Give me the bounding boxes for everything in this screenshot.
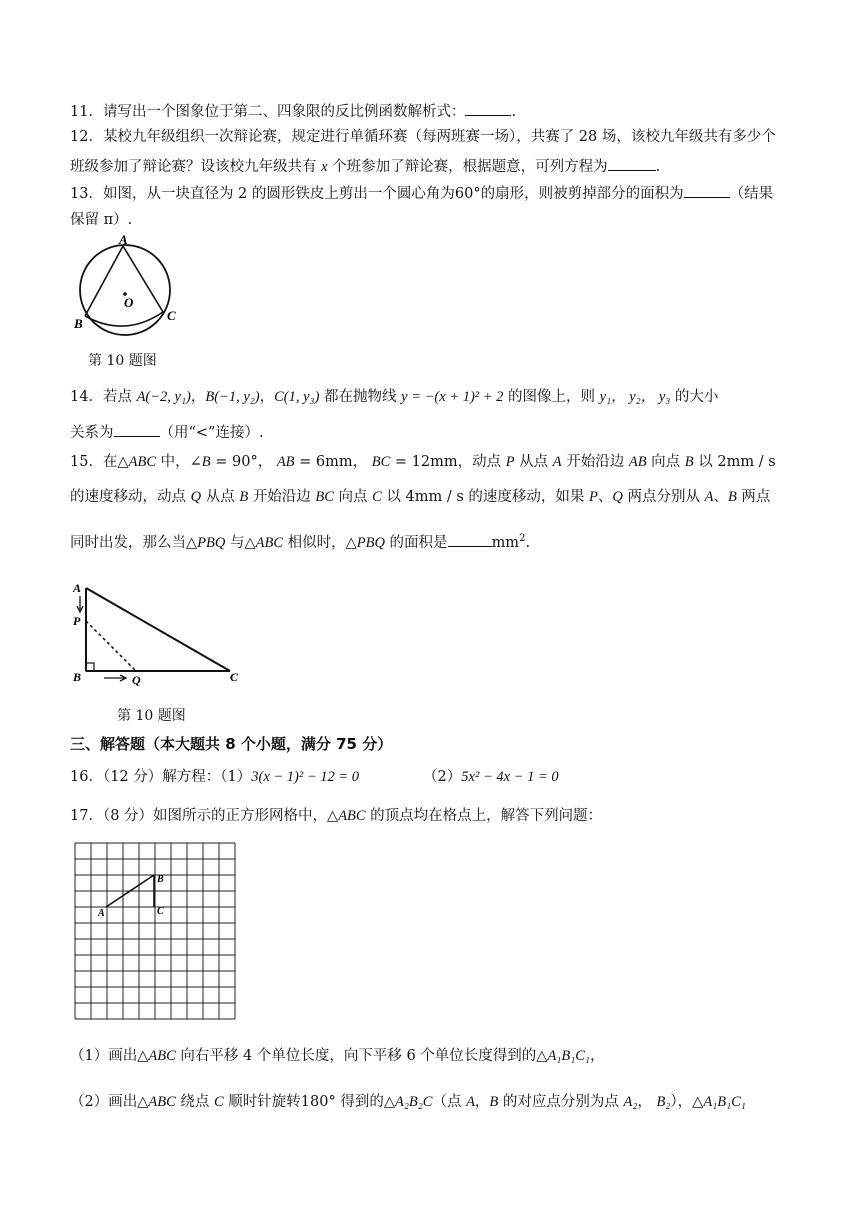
q17-p2-a2b2c: A₂B₂C	[394, 1094, 433, 1110]
q17-p2-t1: （2）画出△	[70, 1094, 149, 1110]
triangle-label-a: A	[73, 581, 82, 595]
q17-p1-abc: ABC	[148, 1048, 176, 1064]
q15-t18: 两点	[736, 489, 771, 505]
triangle-label-q: Q	[132, 673, 141, 687]
q17-p2-t8: ，	[637, 1094, 657, 1110]
square-grid-figure	[74, 838, 240, 1024]
q17-p1-t1: （1）画出△	[70, 1048, 149, 1064]
triangle-label-p: P	[73, 614, 81, 628]
circle-outline	[80, 245, 170, 335]
q16-part2: （2）	[423, 769, 462, 785]
q15-t22: 的面积是	[384, 535, 448, 551]
q15-bc: BC	[371, 454, 391, 470]
q15-t16: 两点分别从	[622, 489, 705, 505]
q14-vars: y₁， y₂， y₃	[599, 389, 671, 405]
q15-a-2: A	[704, 489, 714, 505]
q11-end: .	[511, 104, 517, 120]
q17-p2-a: A	[466, 1094, 475, 1110]
q15-abc: ABC	[128, 454, 156, 470]
q15-end: .	[525, 535, 531, 551]
question-17-part2	[70, 1092, 746, 1112]
q15-t9: 以 2mm / s	[693, 454, 776, 470]
q15-pbq-2: PBQ	[356, 535, 385, 551]
grid-lines	[75, 843, 235, 1019]
q17-p1-a1b1c1: A₁B₁C₁	[547, 1048, 590, 1064]
q13-line1c: （结果	[729, 186, 774, 202]
triangle-figure-caption: 第 10 题图	[117, 708, 186, 724]
q17-p2-t3: 顺时针旋转	[223, 1094, 301, 1110]
q16-equation-1: 3(x − 1)² − 12 = 0	[251, 769, 360, 785]
circle-figure	[72, 232, 182, 342]
q15-t1: 15．在△	[70, 454, 129, 470]
q14-line1c: 的大小	[670, 389, 719, 405]
q12-answer-blank	[608, 156, 656, 171]
segment-ac	[86, 588, 230, 671]
q14-line2b: （用“<”连接）.	[159, 425, 264, 441]
q17-p2-abc: ABC	[148, 1094, 176, 1110]
q15-t8: 向点	[646, 454, 685, 470]
grid-label-b: B	[157, 874, 164, 885]
q15-b-2: B	[684, 454, 694, 470]
q16-prefix: 16．（12 分）解方程：（1）	[70, 769, 252, 785]
question-17-part1	[70, 1046, 604, 1066]
q15-t6: 从点	[514, 454, 553, 470]
q15-p: P	[505, 454, 515, 470]
q17-p2-t2: 绕点	[175, 1094, 214, 1110]
q12-end: .	[655, 159, 661, 175]
q15-t17: 、	[713, 489, 728, 505]
q12-line2a: 班级参加了辩论赛？设该校九年级共有	[70, 159, 322, 175]
q17-p2-t9: ），△	[670, 1094, 704, 1110]
q14-parabola: y = −(x + 1)² + 2	[401, 389, 504, 405]
q14-line2a: 关系为	[70, 425, 114, 441]
question-14-line1	[70, 387, 718, 407]
q15-pbq: PBQ	[197, 535, 226, 551]
q14-point-b: B(−1, y₂)	[205, 389, 260, 405]
q15-unit-sup: 2	[519, 533, 526, 545]
question-15-line1	[70, 452, 776, 472]
q14-answer-blank	[114, 422, 160, 437]
circle-label-o: O	[124, 295, 134, 310]
q15-q-2: Q	[612, 489, 623, 505]
q17-p2-angle: 180°	[300, 1094, 336, 1110]
right-angle-mark	[86, 663, 94, 671]
q17-p2-b2: B₂	[656, 1094, 671, 1110]
q15-a: A	[552, 454, 562, 470]
q16-equation-2: 5x² − 4x − 1 = 0	[461, 769, 559, 785]
section-3-heading: 三、解答题（本大题共 8 个小题，满分 75 分）	[70, 735, 393, 753]
q15-t4: = 6mm，	[294, 454, 372, 470]
q17-p2-t5: （点	[432, 1094, 467, 1110]
q13-line1b: 的扇形，则被剪掉部分的面积为	[480, 186, 684, 202]
triangle-figure	[70, 578, 250, 688]
q17-p1-t3: ，	[589, 1048, 605, 1064]
q14-line1b: 的图像上，则	[503, 389, 600, 405]
q15-t14: 以 4mm / s 的速度移动，如果	[381, 489, 590, 505]
q15-t10: 的速度移动，动点	[70, 489, 191, 505]
grid-label-c: C	[157, 906, 164, 917]
q15-c: C	[372, 489, 382, 505]
q17-t1: 17．（8 分）如图所示的正方形网格中，△	[70, 808, 339, 824]
q11-text: 11．请写出一个图象位于第二、四象限的反比例函数解析式：	[70, 104, 466, 120]
question-13-line1	[70, 183, 773, 204]
question-11	[70, 101, 516, 122]
q15-b: B	[201, 454, 211, 470]
q15-abc-2: ABC	[255, 535, 283, 551]
q15-q: Q	[190, 489, 202, 505]
q15-t19: 同时出发，那么当△	[70, 535, 198, 551]
q15-b-3: B	[239, 489, 249, 505]
q15-t2: 中，∠	[156, 454, 202, 470]
q15-unit: mm	[491, 535, 520, 551]
q17-p2-t4: 得到的△	[335, 1094, 395, 1110]
q12-line1: 12．某校九年级组织一次辩论赛，规定进行单循环赛（每两班赛一场），共赛了 28 场，该校九年级共有多少个	[70, 129, 776, 145]
circle-figure-caption: 第 10 题图	[88, 353, 157, 369]
q17-p1-t2: 向右平移 4 个单位长度，向下平移 6 个单位长度得到的△	[175, 1048, 548, 1064]
q15-t3: = 90°，	[210, 454, 277, 470]
q17-p2-a1b1c1: A₁B₁C₁	[703, 1094, 746, 1110]
question-14-line2	[70, 422, 264, 443]
q15-answer-blank	[448, 532, 492, 547]
q15-bc-2: BC	[315, 489, 334, 505]
q15-b-4: B	[727, 489, 737, 505]
q17-p2-a2: A₂	[623, 1094, 638, 1110]
q12-line2b: 个班参加了辩论赛，根据题意，可列方程为	[327, 159, 608, 175]
q14-sep2: ，	[259, 389, 275, 405]
circle-label-a: A	[119, 232, 128, 247]
q11-answer-blank	[465, 101, 511, 116]
q15-ab: AB	[276, 454, 295, 470]
q15-t13: 向点	[333, 489, 373, 505]
q15-t11: 从点	[201, 489, 240, 505]
q15-t12: 开始沿边	[248, 489, 316, 505]
grid-label-a: A	[98, 908, 105, 919]
q14-sep1: ，	[190, 389, 206, 405]
q14-point-a: A(−2, y₁)	[136, 389, 191, 405]
triangle-label-b: B	[73, 670, 82, 684]
q17-p2-t7: 的对应点分别为点	[498, 1094, 624, 1110]
q14-point-c: C(1, y₃)	[274, 389, 320, 405]
question-16	[70, 767, 559, 787]
question-15-line2	[70, 487, 770, 507]
q17-p2-b: B	[489, 1094, 499, 1110]
q17-p2-t6: ，	[474, 1094, 490, 1110]
q15-ab-2: AB	[628, 454, 647, 470]
q13-line2: 保留 π）.	[70, 212, 133, 228]
q15-t7: 开始沿边	[561, 454, 629, 470]
triangle-label-c: C	[230, 670, 239, 684]
circle-label-c: C	[167, 308, 176, 323]
question-15-line3	[70, 532, 530, 553]
q17-p2-c: C	[214, 1094, 224, 1110]
circle-label-b: B	[74, 316, 83, 331]
q17-abc: ABC	[338, 808, 366, 824]
q14-mid: 都在抛物线	[319, 389, 402, 405]
question-12-line2	[70, 156, 660, 177]
q14-line1a: 14．若点	[70, 389, 137, 405]
question-12-line1	[70, 127, 776, 147]
q15-t21: 相似时，△	[283, 535, 357, 551]
q13-answer-blank	[684, 183, 730, 198]
q15-p-2: P	[589, 489, 598, 505]
q15-t5: = 12mm，动点	[390, 454, 506, 470]
question-13-line2	[70, 210, 132, 230]
q13-angle: 60°	[454, 186, 481, 202]
q17-t2: 的顶点均在格点上，解答下列问题：	[365, 808, 603, 824]
q15-t20: 与△	[225, 535, 256, 551]
segment-ab	[85, 246, 123, 316]
q12-var-x: x	[321, 159, 328, 175]
question-17-line1	[70, 806, 602, 826]
q15-t15: 、	[597, 489, 613, 505]
q13-line1a: 13．如图，从一块直径为 2 的圆形铁皮上剪出一个圆心角为	[70, 186, 455, 202]
